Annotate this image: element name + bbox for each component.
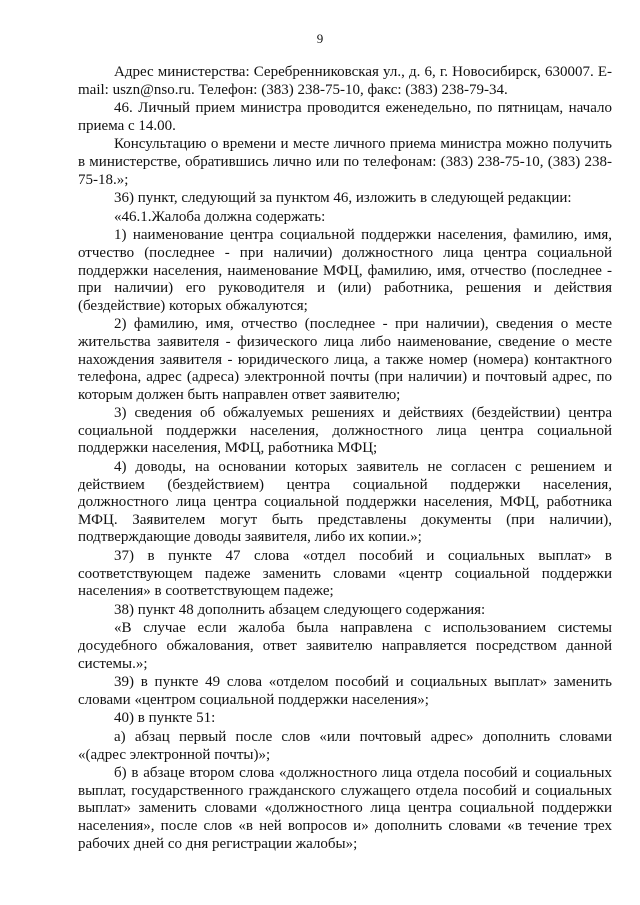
- paragraph: «46.1.Жалоба должна содержать:: [114, 208, 326, 225]
- paragraph: 3) сведения об обжалуемых решениях и действиях (бездействии) центра социальной поддержки населения, должностного лица центра социальной поддержки населения, МФЦ, работника МФЦ;: [78, 405, 612, 457]
- paragraph: 2) фамилию, имя, отчество (последнее - при наличии), сведения о месте жительства заявителя - физического лица либо наименование, сведение о месте нахождения заявителя - юридического лица, а также номер (номера) контактного телефона, адрес (адреса) электронной почты (при наличии) и почтовый адрес, по которым должен быть направлен ответ заявителю;: [78, 316, 612, 403]
- paragraph: 37) в пункте 47 слова «отдел пособий и социальных выплат» в соответствующем падеже заменить словами «центр социальной поддержки населения» в соответствующем падеже;: [78, 548, 612, 600]
- paragraph: 40) в пункте 51:: [114, 710, 216, 727]
- paragraph: «В случае если жалоба была направлена с использованием системы досудебного обжалования, ответ заявителю направляется посредством данной системы.»;: [78, 620, 612, 672]
- paragraph: а) абзац первый после слов «или почтовый адрес» дополнить словами «(адрес электронной почты)»;: [78, 728, 612, 763]
- page-number: 9: [316, 31, 324, 46]
- paragraph: 4) доводы, на основании которых заявитель не согласен с решением и действием (бездействием) центра социальной поддержки населения, должностного лица центра социальной поддержки населения, МФЦ, работника МФЦ. Заявителем могут быть представлены документы (при наличии), подтверждающие доводы заявителя, либо их копии.»;: [78, 459, 612, 546]
- paragraph: 1) наименование центра социальной поддержки населения, фамилию, имя, отчество (последнее - при наличии) должностного лица центра социальной поддержки населения, наименование МФЦ, фамилию, имя, отчество (последнее - при наличии) его руководителя и (или) работника, решения и действия (бездействие) которых обжалуются;: [78, 227, 612, 314]
- paragraph: Консультацию о времени и месте личного приема министра можно получить в министерстве, обратившись лично или по телефонам: (383) 238-75-10, (383) 238-75-18.»;: [78, 136, 612, 188]
- document-body: [78, 64, 612, 854]
- paragraph: 36) пункт, следующий за пунктом 46, изложить в следующей редакции:: [114, 190, 572, 207]
- paragraph: 46. Личный прием министра проводится еженедельно, по пятницам, начало приема с 14.00.: [78, 100, 612, 134]
- paragraph: 39) в пункте 49 слова «отделом пособий и социальных выплат» заменить словами «центром социальной поддержки населения»;: [78, 674, 612, 708]
- paragraph: Адрес министерства: Серебренниковская ул., д. 6, г. Новосибирск, 630007. E-mail: uszn@nso.ru. Телефон: (383) 238-75-10, факс: (383) 238-79-34.: [78, 64, 612, 98]
- paragraph: б) в абзаце втором слова «должностного лица отдела пособий и социальных выплат, государственного гражданского служащего отдела пособий и социальных выплат» заменить словами «должностного лица центра социальной поддержки населения», после слов «в ней вопросов и» дополнить словами «в течение трех рабочих дней со дня регистрации жалобы»;: [78, 765, 612, 852]
- paragraph: 38) пункт 48 дополнить абзацем следующего содержания:: [114, 601, 486, 618]
